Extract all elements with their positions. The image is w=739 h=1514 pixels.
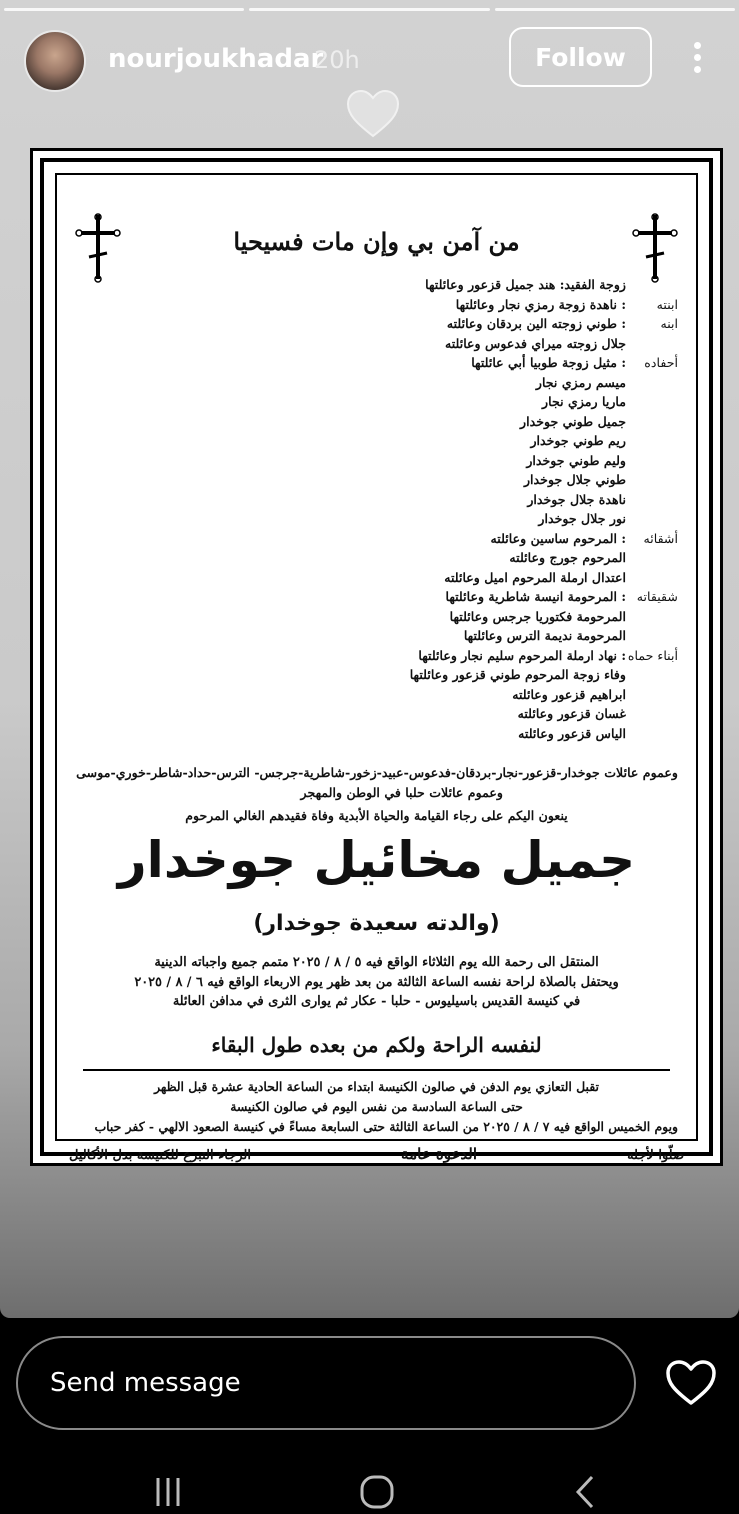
relation-name: اعتدال ارملة المرحوم اميل وعائلته (444, 569, 626, 585)
relation-label: ابنته (656, 296, 678, 312)
relation-name: الياس قزعور وعائلته (518, 725, 626, 741)
username[interactable]: nourjoukhadar (108, 44, 324, 74)
progress-segment (495, 8, 735, 11)
family-row (68, 704, 678, 724)
family-row (68, 334, 678, 354)
relation-label (626, 373, 678, 393)
relation-name: ماريا رمزي نجار (542, 394, 626, 409)
relation-label (626, 607, 678, 627)
story-progress-bar (4, 8, 735, 11)
relation-label: ابنه (660, 316, 678, 331)
condolence-info (75, 1077, 678, 1137)
cross-icon (630, 211, 680, 283)
family-row (68, 626, 678, 646)
recent-apps-icon[interactable] (150, 1472, 190, 1512)
family-row (68, 392, 678, 412)
family-row (68, 587, 678, 607)
relation-name: نور جلال جوخدار (538, 511, 626, 526)
family-row (68, 353, 678, 373)
relation-label (626, 685, 678, 705)
notice-footer (69, 1145, 684, 1163)
family-row (68, 373, 678, 393)
relation-name: : المرحومة انيسة شاطرية وعائلتها (445, 589, 626, 604)
send-message-input[interactable]: Send message (16, 1336, 636, 1430)
progress-segment (249, 8, 489, 11)
relation-label (626, 275, 678, 295)
relation-label (626, 451, 678, 471)
deceased-name: جميل مخائيل جوخدار (117, 831, 636, 889)
back-icon[interactable] (566, 1472, 606, 1512)
family-row (68, 509, 678, 529)
relation-name: المرحومة فكتوريا جرجس وعائلتها (449, 608, 626, 624)
relation-name: وليم طوني جوخدار (526, 452, 626, 468)
story-timestamp: 20h (314, 46, 360, 74)
relation-name: : مثيل زوجة طوبيا أبي عائلتها (471, 355, 626, 370)
heart-outline-icon[interactable] (664, 1358, 718, 1408)
progress-segment (4, 8, 244, 11)
home-icon[interactable] (357, 1472, 397, 1512)
relation-label: أبناء حماه (627, 647, 678, 663)
relation-name: وفاء زوجة المرحوم طوني قزعور وعائلتها (409, 667, 626, 682)
relation-name: : نهاد ارملة المرحوم سليم نجار وعائلتها (418, 647, 626, 663)
condolence-line: تقبل التعازي يوم الدفن في صالون الكنيسة ابتداء من الساعة الحادية عشرة قبل الظهر (154, 1079, 599, 1094)
family-row (68, 646, 678, 666)
family-row (68, 607, 678, 627)
condolence-line: حتى الساعة السادسة من نفس اليوم في صالون الكنيسة (230, 1099, 523, 1114)
relation-name: المرحومة نديمة الترس وعائلتها (463, 628, 626, 643)
mother-name: (والدته سعيدة جوخدار) (253, 911, 500, 936)
mourning-line: ينعون اليكم على رجاء القيامة والحياة الأبدية وفاة فقيدهم الغالي المرحوم (185, 808, 568, 823)
obituary-notice (30, 148, 723, 1166)
relation-name: زوجة الفقيد: هند جميل قزعور وعائلتها (425, 277, 626, 292)
relation-label: أشقائه (643, 530, 678, 546)
family-row (68, 275, 678, 295)
family-list (68, 275, 678, 743)
relation-name: جميل طوني جوخدار (520, 413, 626, 429)
relation-name: ريم طوني جوخدار (530, 433, 626, 448)
relation-name: طوني جلال جوخدار (523, 472, 626, 487)
family-row (68, 529, 678, 549)
follow-button[interactable]: Follow (509, 27, 652, 87)
family-row (68, 314, 678, 334)
relation-name: ابراهيم قزعور وعائلته (512, 686, 626, 702)
family-row (68, 685, 678, 705)
relation-name: ميسم رمزي نجار (535, 374, 626, 390)
relation-label: أحفاده (644, 355, 678, 370)
relation-label (626, 724, 678, 744)
relation-label (626, 334, 678, 354)
system-navigation-bar (0, 1468, 739, 1514)
divider (83, 1069, 670, 1071)
family-row (68, 568, 678, 588)
family-row (68, 665, 678, 685)
family-row (68, 548, 678, 568)
relation-label (626, 490, 678, 510)
families-line: وعموم عائلات حلبا في الوطن والمهجر (300, 785, 503, 800)
scripture-motto: من آمن بي وإن مات فسيحيا (233, 227, 520, 256)
detail-line: ويحتفل بالصلاة لراحة نفسه الساعة الثالثة من بعد ظهر يوم الاربعاء الواقع فيه ٦ / ٨ / ٢٠٢٥ (134, 974, 619, 990)
footer-donation: الرجاء التبرع للكنيسة بدل الأكاليل (69, 1148, 251, 1163)
cross-icon (73, 211, 123, 283)
relation-name: غسان قزعور وعائلته (517, 706, 626, 721)
relation-name: المرحوم جورج وعائلته (509, 550, 626, 565)
footer-prayer: صلّوا لأجله (627, 1148, 684, 1163)
relation-name: جلال زوجته ميراي فدعوس وعائلته (444, 335, 626, 351)
relation-label (626, 704, 678, 724)
detail-line: المنتقل الى رحمة الله يوم الثلاثاء الواقع فيه ٥ / ٨ / ٢٠٢٥ متمم جميع واجباته الدينية (154, 955, 599, 970)
relation-label (626, 509, 678, 529)
relation-label (626, 548, 678, 568)
family-row (68, 451, 678, 471)
more-vertical-icon[interactable] (684, 38, 710, 82)
relation-name: : ناهدة زوجة رمزي نجار وعائلتها (455, 296, 626, 312)
family-row (68, 412, 678, 432)
condolence-line: ويوم الخميس الواقع فيه ٧ / ٨ / ٢٠٢٥ من الساعة الثالثة حتى السابعة مساءً في كنيسة الصعود الالهي - كفر حباب (94, 1119, 678, 1134)
family-row (68, 470, 678, 490)
avatar[interactable] (24, 30, 86, 92)
relation-label (626, 431, 678, 451)
closing-phrase: لنفسه الراحة ولكم من بعده طول البقاء (211, 1033, 542, 1057)
families-line: وعموم عائلات جوخدار-قزعور-نجار-بردقان-فدعوس-عبيد-زخور-شاطرية-جرجس- الترس-حداد-شاطر-خوري-موسى (76, 765, 678, 780)
funeral-details (75, 953, 678, 1012)
footer-invitation: الدعوة عامة (401, 1145, 478, 1163)
relation-label (626, 626, 678, 646)
family-row (68, 490, 678, 510)
relation-label (626, 665, 678, 685)
relation-name: ناهدة جلال جوخدار (527, 491, 626, 507)
relation-label (626, 412, 678, 432)
message-bar (0, 1318, 739, 1514)
detail-line: في كنيسة القديس باسيليوس - حلبا - عكار ثم يوارى الثرى في مدافن العائلة (172, 994, 581, 1009)
family-row (68, 724, 678, 744)
relation-label (626, 392, 678, 412)
relation-label (626, 568, 678, 588)
relation-name: : المرحوم ساسين وعائلته (490, 530, 626, 546)
relation-label (626, 470, 678, 490)
relation-name: : طوني زوجته الين بردقان وعائلته (446, 316, 626, 331)
heart-outline-icon (345, 88, 401, 140)
family-row (68, 431, 678, 451)
extended-families (75, 763, 678, 803)
relation-label: شقيقاته (636, 589, 678, 604)
family-row (68, 295, 678, 315)
